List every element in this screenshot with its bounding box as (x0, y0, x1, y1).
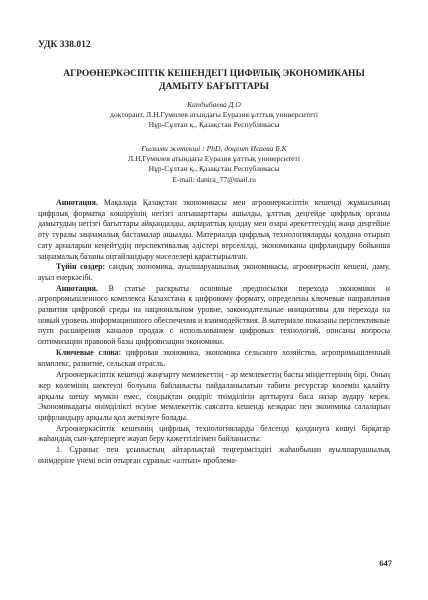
udc-code: УДК 338.012 (38, 40, 91, 50)
body-paragraph: 1. Сұраныс пен ұсыныстың айтарлықтай теңгерімсіздігі жаһанбынан ауылшаруашылық өнімдеріне үнемі өсіп отырған сұраныс «алтын» проблема- (38, 445, 390, 465)
author-name: Капдыбаева Д.О (187, 100, 241, 109)
article-body (38, 198, 390, 467)
body-paragraph: Агроөнеркәсіптік кешенді жаңғырту мемлекеттің - әр мемлекеттің басты міндеттерінің бірі. Оның жер көлемінің шектеулі болуына байланысты пайдаланылатын табиғи ресурстар көлемін қалайту арқылы шешу мүмкін емес, сондықтан өндіріс тиімділігін арттыруға баса назар аудару керек. Экономикадағы өнімділікті өсуіне мемлекеттік саясатта кешенді кезқарас пен экономика салаларын цифрландыру арқылы қол жеткізуге болады. (38, 370, 390, 423)
abstract-kz (38, 198, 390, 262)
author-location: Нұр-Сұлтан қ., Қазақстан Республикасы (148, 120, 280, 130)
title-line-2: ДАМЫТУ БАҒЫТТАРЫ (159, 82, 269, 92)
keywords-ru (38, 348, 390, 369)
supervisor-block (38, 144, 390, 185)
page-number: 647 (379, 558, 392, 568)
keywords-kz-label: Түйін сөздер: (56, 262, 106, 272)
abstract-ru-label: Аннотация. (56, 283, 98, 293)
keywords-kz-text: сандық экономика, ауылшаруашылық экономикасы, агроөнеркәсіп кешені, даму, ауыл енеркәсібі. (38, 262, 390, 282)
author-affiliation: докторант, Л.Н.Гумилев атындағы Еуразия ұлттық университеті (110, 110, 318, 120)
keywords-ru-label: Ключевые слова: (56, 347, 122, 357)
abstract-kz-text: Мақалада Қазақстан экономикасы мен агроөнеркәсіптік кешенді жұмысының цифрлық форматқа көшіруінің негізгі алғышарттары ашылды, ұлттық деңгейде цифрлық органы дамытудың негізгі бағыттары айқындалды, ақпараттық қолдау мен өзара әрекеттесудің жаңа деңгейіне өту туралы заңнамалық бастамалар ашылды. Материалда цифрлық технологияларды қолдана отырып сату арналарын кеңейтудің перспективалық әдістері верселілді, экономиканы цифрландыру бойынша заңнамалық базаны оңтайландыру мәселелері қарастырылған. (38, 198, 390, 261)
title-line-1: АГРОӨНЕРКӘСІПТІК КЕШЕНДЕГІ ЦИФРЛЫҚ ЭКОНОМИКАНЫ (63, 69, 365, 79)
supervisor-name: Ғылыми жетекші : PhD, доцент Исаева Б.К (141, 144, 287, 153)
supervisor-location: Нұр-Сұлтан қ., Қазақстан Республикасы (148, 164, 280, 174)
keywords-ru-text: цифровая экономика, экономика сельского хозяйства, агропромышленный комплекс, развитие, сельская отрасль. (38, 347, 390, 368)
abstract-ru-text: В статье раскрыты основные предпосылки перехода экономики и агропромышленного комплекса Казахстана к цифровому формату, определены ключевые направления развития цифровой среды на национальном уровне, законодательные инициативы для перехода на новый уровень информационного обеспечения и взаимодействия. В материале показаны перспективные пути расширения каналов продаж с использованием цифровых технологий, описаны вопросы оптимизации правовой базы цифровизации экономики. (38, 283, 390, 347)
article-title (38, 68, 390, 94)
abstract-kz-label: Аннотация. (56, 198, 98, 207)
supervisor-email: E-mail: danira_77@mail.ru (172, 174, 256, 184)
author-block (38, 100, 390, 131)
abstract-ru (38, 284, 390, 348)
supervisor-affiliation: Л.Н.Гумилев атындағы Еуразия ұлттық университеті (128, 154, 300, 164)
keywords-kz (38, 262, 390, 283)
body-paragraph: Агроөнеркәсіптік кешеннің цифрлық технологияларды белсенді қолдануға көшуі бірқатар жаһандық сын-қатерлерге жауап беру қажеттілігімен байланысты: (38, 423, 390, 444)
